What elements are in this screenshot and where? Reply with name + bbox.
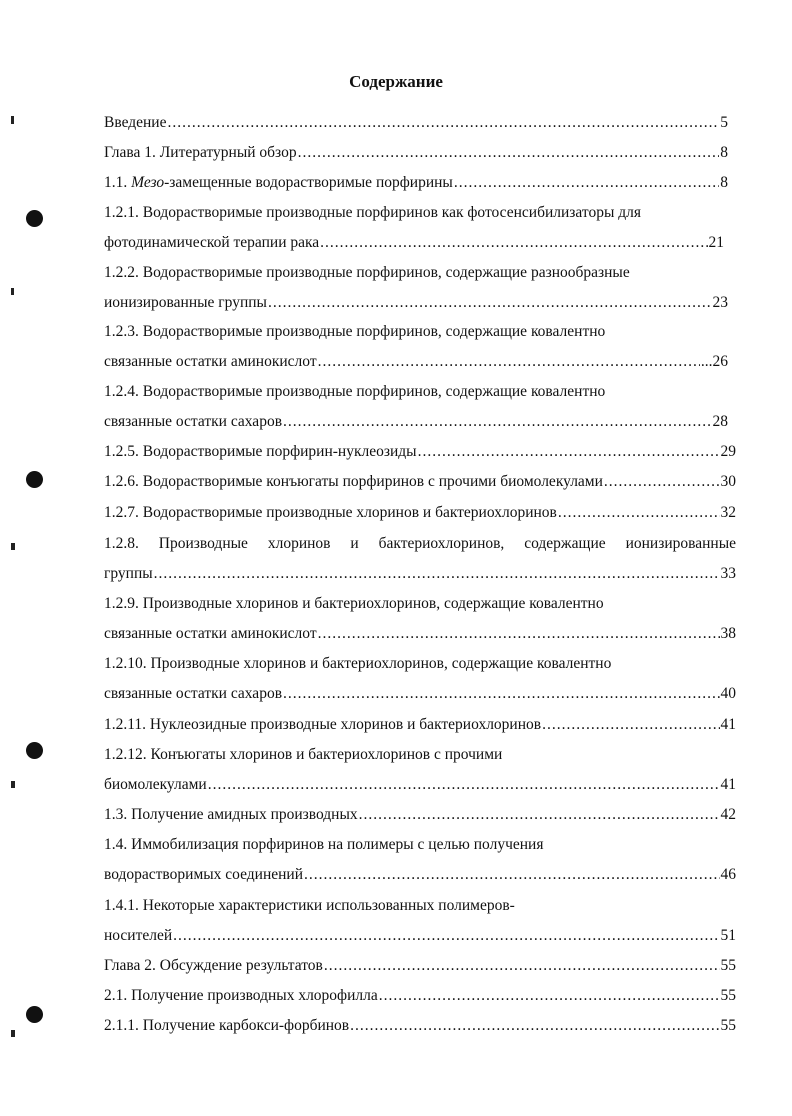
toc-page-number: 40 (720, 685, 736, 702)
toc-entry-1-4-line1[interactable]: 1.4. Иммобилизация порфиринов на полимеры с целью получения (104, 836, 544, 853)
toc-page-number: 33 (720, 565, 736, 582)
toc-entry-1-2-9-line1[interactable]: 1.2.9. Производные хлоринов и бактериохлоринов, содержащие ковалентно (104, 595, 604, 612)
punch-hole-mark (26, 742, 43, 759)
toc-entry-text-rest: -замещенные водорастворимые порфирины (164, 174, 453, 191)
toc-entry-1-2-11[interactable] (104, 715, 736, 735)
toc-page-number: 32 (720, 504, 736, 521)
toc-page-number: 55 (720, 1017, 736, 1034)
dot-leader (320, 233, 707, 253)
dot-leader (604, 472, 720, 492)
toc-entry-text: 1.2.11. Нуклеозидные производные хлоринов и бактериохлоринов (104, 716, 542, 733)
dot-leader (359, 805, 720, 825)
toc-entry-1-2-3[interactable] (104, 352, 728, 372)
toc-entry-1-2-4[interactable] (104, 412, 728, 432)
toc-entry-1-2-3-line1[interactable]: 1.2.3. Водорастворимые производные порфиринов, содержащие ковалентно (104, 323, 606, 340)
toc-entry-text: биомолекулами (104, 776, 207, 793)
toc-page-number: 41 (720, 716, 736, 733)
dot-leader (542, 715, 719, 735)
toc-page-number: 28 (712, 413, 728, 430)
toc-entry-text: группы (104, 565, 153, 582)
dot-leader (350, 1016, 719, 1036)
toc-entry-1-4-1-line1[interactable]: 1.4.1. Некоторые характеристики использованных полимеров- (104, 897, 515, 914)
dot-leader (454, 173, 719, 193)
toc-page-number: 30 (720, 473, 736, 490)
toc-entry-text: связанные остатки аминокислот (104, 353, 317, 370)
dot-leader (418, 442, 720, 462)
toc-entry-intro[interactable] (104, 113, 728, 133)
dot-leader (173, 926, 719, 946)
scan-speck (11, 288, 14, 295)
page-title: Содержание (349, 72, 443, 91)
toc-entry-1-2-5[interactable] (104, 442, 736, 462)
toc-page-number: 42 (720, 806, 736, 823)
toc-entry-text: 1.3. Получение амидных производных (104, 806, 358, 823)
toc-entry-1-2-1-line1[interactable]: 1.2.1. Водорастворимые производные порфиринов как фотосенсибилизаторы для (104, 204, 642, 221)
toc-entry-1-2-8[interactable] (104, 564, 736, 584)
toc-entry-text: 1.2.7. Водорастворимые производные хлоринов и бактериохлоринов (104, 504, 557, 521)
dot-leader (283, 412, 711, 432)
dot-leader (318, 624, 720, 644)
scan-speck (11, 116, 14, 124)
toc-page-number: 55 (720, 957, 736, 974)
toc-page-number: 38 (720, 625, 736, 642)
toc-entry-1-2-10-line1[interactable]: 1.2.10. Производные хлоринов и бактериохлоринов, содержащие ковалентно (104, 655, 612, 672)
toc-page-number: 41 (720, 776, 736, 793)
dot-leader (304, 865, 719, 885)
toc-entry-1-1[interactable] (104, 173, 728, 193)
toc-page-number: 46 (720, 866, 736, 883)
toc-entry-text: Введение (104, 114, 167, 131)
toc-entry-text: Глава 1. Литературный обзор (104, 144, 297, 161)
toc-page-number: 8 (720, 174, 728, 191)
toc-entry-2-1-1[interactable] (104, 1016, 736, 1036)
toc-entry-1-2-6[interactable] (104, 472, 736, 492)
dot-leader (268, 293, 712, 313)
toc-entry-1-2-7[interactable] (104, 503, 736, 523)
toc-page-number: 21 (708, 234, 724, 251)
toc-page-number: 5 (720, 114, 728, 131)
toc-entry-text: связанные остатки сахаров (104, 685, 283, 702)
toc-entry-text: ионизированные группы (104, 294, 267, 311)
scan-speck (11, 781, 15, 788)
toc-entry-1-4[interactable] (104, 865, 736, 885)
scan-speck (11, 1030, 15, 1037)
toc-entry-1-3[interactable] (104, 805, 736, 825)
toc-page-number: 55 (720, 987, 736, 1004)
toc-entry-1-2-10[interactable] (104, 684, 736, 704)
toc-entry-text: водорастворимых соединений (104, 866, 304, 883)
toc-entry-text: 1.1. Мезо-замещенные водорастворимые порфирины (104, 174, 453, 191)
toc-entry-1-2-9[interactable] (104, 624, 736, 644)
italic-prefix: Мезо (131, 174, 165, 191)
toc-entry-1-2-2-line1[interactable]: 1.2.2. Водорастворимые производные порфиринов, содержащие разнообразные (104, 264, 630, 281)
toc-entry-1-2-1[interactable] (104, 233, 724, 253)
punch-hole-mark (26, 210, 43, 227)
toc-page-number: 23 (712, 294, 728, 311)
toc-entry-text: 1.2.5. Водорастворимые порфирин-нуклеозиды (104, 443, 417, 460)
toc-entry-text: фотодинамической терапии рака (104, 234, 320, 251)
dot-leader (318, 352, 700, 372)
toc-entry-1-2-2[interactable] (104, 293, 728, 313)
toc-entry-text: 1.2.6. Водорастворимые конъюгаты порфиринов с прочими биомолекулами (104, 473, 603, 490)
toc-entry-1-2-12-line1[interactable]: 1.2.12. Конъюгаты хлоринов и бактериохлоринов с прочими (104, 746, 503, 763)
toc-page-number: 29 (720, 443, 736, 460)
toc-page-number: ...26 (700, 353, 728, 370)
toc-entry-2-1[interactable] (104, 986, 736, 1006)
scan-speck (11, 543, 15, 550)
toc-page-number: 8 (720, 144, 728, 161)
dot-leader (154, 564, 720, 584)
dot-leader (298, 143, 720, 163)
toc-entry-chapter-2[interactable] (104, 956, 736, 976)
dot-leader (167, 113, 719, 133)
dot-leader (324, 956, 720, 976)
toc-entry-text: связанные остатки сахаров (104, 413, 283, 430)
toc-entry-text: 2.1.1. Получение карбокси-форбинов (104, 1017, 350, 1034)
dot-leader (208, 775, 720, 795)
toc-entry-text: Глава 2. Обсуждение результатов (104, 957, 323, 974)
dot-leader (283, 684, 719, 704)
dot-leader (558, 503, 720, 523)
toc-entry-1-2-8-line1[interactable]: 1.2.8. Производные хлоринов и бактериохлоринов, содержащие ионизированные (104, 535, 736, 552)
toc-entry-text: носителей (104, 927, 173, 944)
punch-hole-mark (26, 1006, 43, 1023)
toc-entry-1-2-12[interactable] (104, 775, 736, 795)
toc-entry-1-2-4-line1[interactable]: 1.2.4. Водорастворимые производные порфиринов, содержащие ковалентно (104, 383, 606, 400)
toc-page-number: 51 (720, 927, 736, 944)
punch-hole-mark (26, 471, 43, 488)
toc-entry-text: 2.1. Получение производных хлорофилла (104, 987, 378, 1004)
toc-entry-text: связанные остатки аминокислот (104, 625, 317, 642)
dot-leader (379, 986, 720, 1006)
toc-entry-chapter-1[interactable] (104, 143, 728, 163)
toc-entry-1-4-1[interactable] (104, 926, 736, 946)
